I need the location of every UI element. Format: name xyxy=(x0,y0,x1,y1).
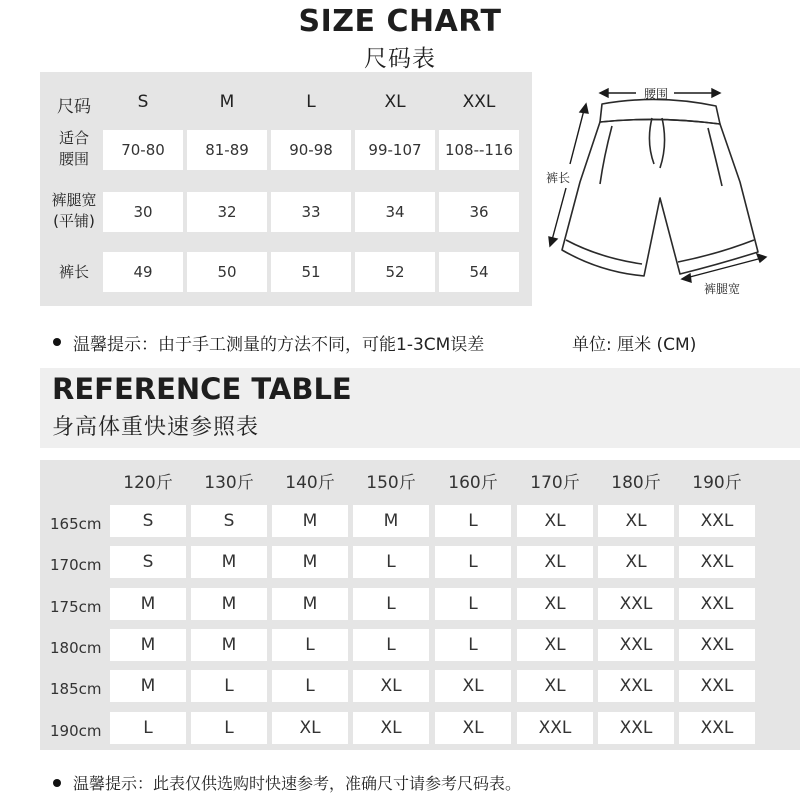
bullet-icon xyxy=(53,338,61,346)
reference-cell: XL xyxy=(598,505,674,537)
bullet-icon xyxy=(53,779,61,787)
size-cell: 81-89 xyxy=(187,130,267,170)
reference-cell: XXL xyxy=(598,712,674,744)
reference-cell: XXL xyxy=(679,629,755,661)
height-label: 180cm xyxy=(50,639,102,657)
size-row-label-line: 适合 xyxy=(58,129,89,147)
reference-cell: M xyxy=(272,588,348,620)
height-label: 165cm xyxy=(50,515,102,533)
leg-width-label: 裤腿宽 xyxy=(704,282,741,296)
weight-head-cell: 160斤 xyxy=(448,473,498,493)
size-head-label: 尺码 xyxy=(57,97,91,117)
size-row-label-line: (平铺) xyxy=(53,212,95,230)
weight-head-cell: 170斤 xyxy=(530,473,580,493)
reference-cell: L xyxy=(435,505,511,537)
note-measurement: 温馨提示：由于手工测量的方法不同，可能1-3CM误差 xyxy=(73,335,485,355)
weight-head-cell: 190斤 xyxy=(692,473,742,493)
reference-title-en: REFERENCE TABLE xyxy=(52,372,352,406)
size-head-cell: L xyxy=(306,92,316,112)
reference-cell: S xyxy=(110,546,186,578)
reference-cell: L xyxy=(191,712,267,744)
reference-cell: XXL xyxy=(679,546,755,578)
reference-cell: M xyxy=(110,629,186,661)
size-head-cell: XXL xyxy=(462,92,496,112)
hem-shape xyxy=(566,240,754,264)
reference-cell: XL xyxy=(435,670,511,702)
height-label: 185cm xyxy=(50,680,102,698)
weight-head-cell: 180斤 xyxy=(611,473,661,493)
weight-head-cell: 120斤 xyxy=(123,473,173,493)
size-row-label-line: 裤腿宽 xyxy=(51,191,97,209)
reference-cell: M xyxy=(353,505,429,537)
reference-cell: XL xyxy=(517,670,593,702)
reference-cell: XXL xyxy=(598,670,674,702)
title-en: SIZE CHART xyxy=(298,4,502,39)
reference-cell: XXL xyxy=(679,670,755,702)
size-row-label xyxy=(44,262,104,283)
reference-cell: L xyxy=(191,670,267,702)
shorts-diagram xyxy=(540,80,780,310)
height-label: 175cm xyxy=(50,598,102,616)
reference-cell: XL xyxy=(435,712,511,744)
reference-cell: XXL xyxy=(679,588,755,620)
weight-head-cell: 140斤 xyxy=(285,473,335,493)
pocket-shape xyxy=(600,126,722,186)
size-cell: 34 xyxy=(355,192,435,232)
length-label: 裤长 xyxy=(546,171,571,185)
size-cell: 108--116 xyxy=(439,130,519,170)
reference-cell: XL xyxy=(272,712,348,744)
reference-cell: M xyxy=(110,588,186,620)
size-head-cell: XL xyxy=(384,92,406,112)
title-cn: 尺码表 xyxy=(364,46,436,72)
size-cell: 36 xyxy=(439,192,519,232)
reference-cell: L xyxy=(272,670,348,702)
reference-cell: XXL xyxy=(598,629,674,661)
reference-cell: L xyxy=(435,546,511,578)
size-head-cell: S xyxy=(137,92,149,112)
drawstring-shape xyxy=(649,118,664,168)
reference-cell: XL xyxy=(353,670,429,702)
reference-cell: L xyxy=(353,588,429,620)
weight-head-cell: 130斤 xyxy=(204,473,254,493)
size-cell: 33 xyxy=(271,192,351,232)
size-cell: 49 xyxy=(103,252,183,292)
reference-cell: L xyxy=(353,546,429,578)
size-row-label-line: 裤长 xyxy=(58,263,89,281)
reference-cell: M xyxy=(191,629,267,661)
reference-cell: XXL xyxy=(679,505,755,537)
size-row-label xyxy=(44,128,104,170)
reference-cell: XL xyxy=(353,712,429,744)
height-label: 170cm xyxy=(50,556,102,574)
reference-cell: XL xyxy=(517,546,593,578)
reference-cell: L xyxy=(353,629,429,661)
reference-cell: S xyxy=(110,505,186,537)
waist-label: 腰围 xyxy=(644,87,669,101)
reference-title-cn: 身高体重快速参照表 xyxy=(52,415,260,440)
size-cell: 30 xyxy=(103,192,183,232)
size-head-cell: M xyxy=(219,92,235,112)
reference-cell: M xyxy=(272,546,348,578)
reference-cell: M xyxy=(272,505,348,537)
reference-cell: L xyxy=(435,629,511,661)
weight-head-cell: 150斤 xyxy=(366,473,416,493)
size-cell: 50 xyxy=(187,252,267,292)
reference-cell: M xyxy=(191,588,267,620)
reference-cell: XL xyxy=(517,629,593,661)
reference-cell: M xyxy=(110,670,186,702)
reference-cell: XXL xyxy=(679,712,755,744)
reference-cell: XXL xyxy=(517,712,593,744)
reference-cell: XXL xyxy=(598,588,674,620)
shorts-outline-shape xyxy=(562,119,758,276)
note-reference: 温馨提示：此表仅供选购时快速参考，准确尺寸请参考尺码表。 xyxy=(73,774,522,793)
size-cell: 32 xyxy=(187,192,267,232)
size-cell: 52 xyxy=(355,252,435,292)
size-row-label-line: 腰围 xyxy=(58,150,89,168)
size-cell: 99-107 xyxy=(355,130,435,170)
size-cell: 90-98 xyxy=(271,130,351,170)
reference-cell: S xyxy=(191,505,267,537)
reference-cell: M xyxy=(191,546,267,578)
unit-note: 单位: 厘米 (CM) xyxy=(572,335,697,355)
reference-cell: L xyxy=(272,629,348,661)
reference-cell: L xyxy=(435,588,511,620)
size-cell: 70-80 xyxy=(103,130,183,170)
size-row-label xyxy=(44,190,104,232)
size-cell: 54 xyxy=(439,252,519,292)
reference-cell: L xyxy=(110,712,186,744)
reference-cell: XL xyxy=(517,588,593,620)
size-cell: 51 xyxy=(271,252,351,292)
height-label: 190cm xyxy=(50,722,102,740)
reference-cell: XL xyxy=(598,546,674,578)
reference-cell: XL xyxy=(517,505,593,537)
